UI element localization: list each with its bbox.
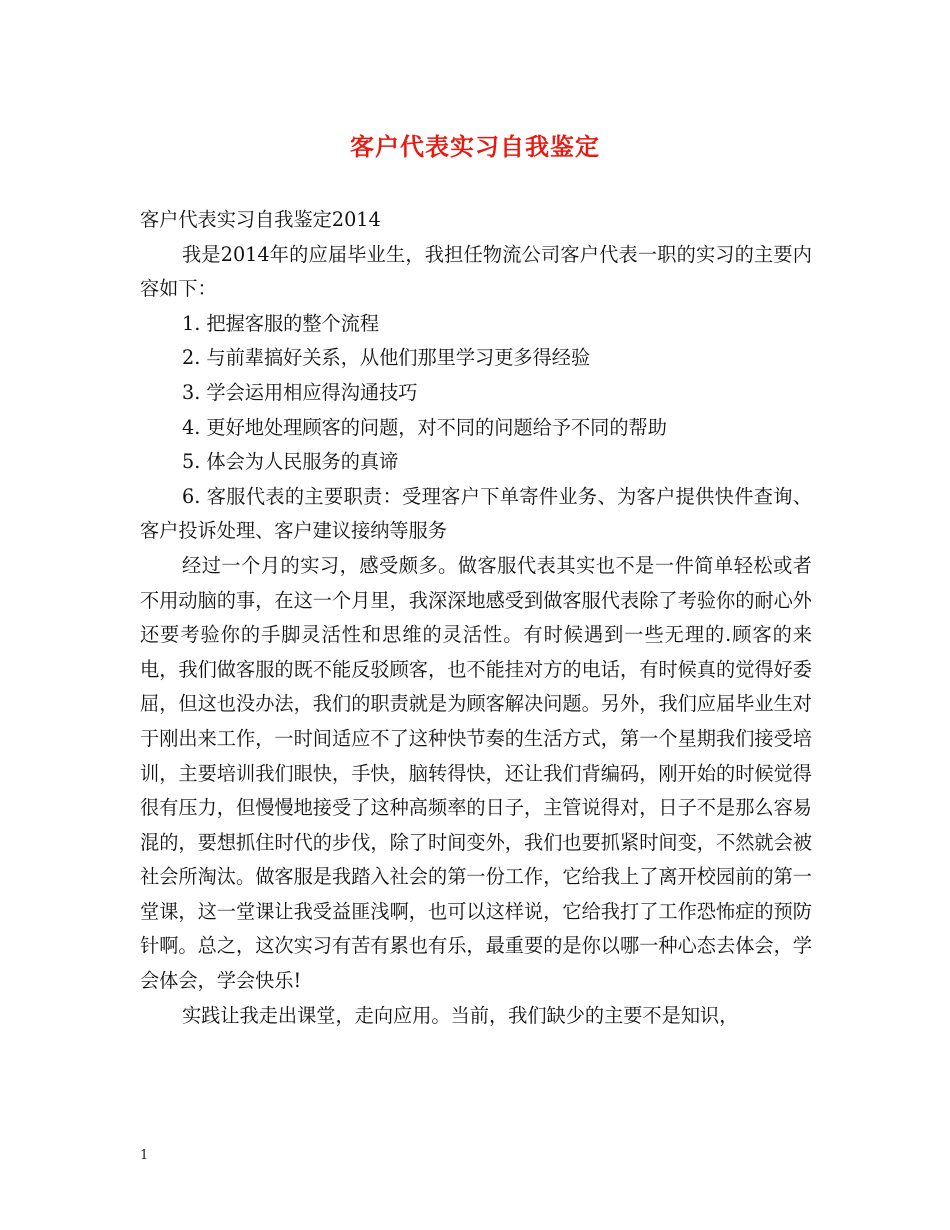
list-item-5: 5. 体会为人民服务的真谛 bbox=[182, 450, 399, 474]
practice-paragraph: 实践让我走出课堂，走向应用。当前，我们缺少的主要不是知识， bbox=[182, 1003, 739, 1027]
list-item-2: 2. 与前辈搞好关系，从他们那里学习更多得经验 bbox=[182, 346, 591, 370]
list-item-4: 4. 更好地处理顾客的问题，对不同的问题给予不同的帮助 bbox=[182, 415, 667, 439]
experience-paragraph: 经过一个月的实习，感受颇多。做客服代表其实也不是一件简单轻松或者不用动脑的事，在这一个月里，我深深地感受到做客服代表除了考验你的耐心外还要考验你的手脚灵活性和思维的灵活性。有时候遇到一些无理的.顾客的来电，我们做客服的既不能反驳顾客，也不能挂对方的电话，有时候真的觉得好委屈，但这也没办法，我们的职责就是为顾客解决问题。另外，我们应届毕业生对于刚出来工作，一时间适应不了这种快节奏的生活方式，第一个星期我们接受培训，主要培训我们眼快，手快，脑转得快，还让我们背编码，刚开始的时候觉得很有压力，但慢慢地接受了这种高频率的日子，主管说得对，日子不是那么容易混的，要想抓住时代的步伐，除了时间变外，我们也要抓紧时间变，不然就会被社会所淘汰。做客服是我踏入社会的第一份工作，它给我上了离开校园前的第一堂课，这一堂课让我受益匪浅啊，也可以这样说，它给我打了工作恐怖症的预防针啊。总之，这次实习有苦有累也有乐，最重要的是你以哪一种心态去体会，学会体会，学会快乐! bbox=[140, 553, 812, 993]
list-item-3: 3. 学会运用相应得沟通技巧 bbox=[182, 380, 418, 404]
list-item-1: 1. 把握客服的整个流程 bbox=[182, 311, 380, 335]
page-number: 1 bbox=[140, 1148, 149, 1163]
list-item-6: 6. 客服代表的主要职责：受理客户下单寄件业务、为客户提供快件查询、客户投诉处理、客户建议接纳等服务 bbox=[140, 484, 812, 543]
document-title: 客户代表实习自我鉴定 bbox=[350, 132, 600, 161]
document-body bbox=[140, 203, 812, 1033]
intro-paragraph: 我是2014年的应届毕业生，我担任物流公司客户代表一职的实习的主要内容如下： bbox=[140, 242, 812, 301]
document-subtitle: 客户代表实习自我鉴定2014 bbox=[140, 208, 381, 231]
